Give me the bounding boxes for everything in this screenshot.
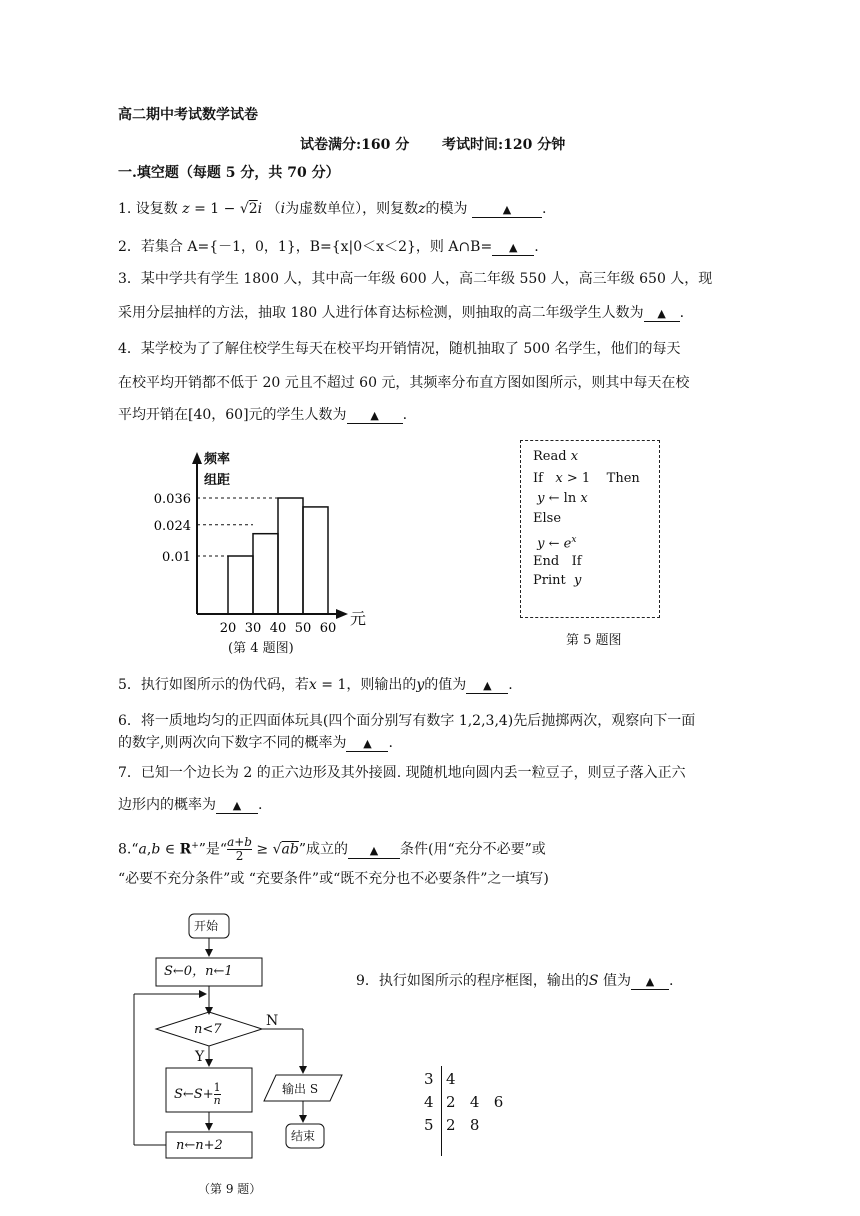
leaves: 2 4 6 (446, 1093, 504, 1111)
question-6-line1: 6．将一质地均匀的正四面体玩具(四个面分别写有数字 1,2,3,4)先后抛掷两次，观察向下一面 (118, 713, 696, 729)
code-line-read: Read x (533, 449, 579, 464)
code-line-if: If x > 1 Then (533, 471, 640, 486)
stem: 5 (424, 1116, 434, 1134)
answer-blank[interactable]: ▲ (348, 844, 400, 859)
x-tick-label: 50 (294, 621, 312, 636)
x-tick-label: 60 (319, 621, 337, 636)
code-line-end: End If (533, 554, 582, 569)
question-4-line1: 4．某学校为了了解住校学生每天在校平均开销情况，随机抽取了 500 名学生，他们的每天 (118, 341, 681, 357)
question-2: 2．若集合 A={－1，0，1}，B={x|0＜x＜2}，则 A∩B= ▲ . (118, 239, 539, 255)
code-line-else: Else (533, 511, 562, 526)
question-5: 5．执行如图所示的伪代码，若x = 1，则输出的y的值为 ▲ . (118, 677, 513, 693)
stem-leaf-divider (441, 1066, 442, 1156)
no-label: N (266, 1013, 279, 1029)
start-label: 开始 (194, 919, 219, 933)
question-3-line2: 采用分层抽样的方法，抽取 180 人进行体育达标检测，则抽取的高二年级学生人数为 ▲ . (118, 305, 685, 321)
y-tick-label: 0.024 (153, 518, 191, 534)
question-6-line2: 的数字,则两次向下数字不同的概率为 ▲ . (118, 735, 393, 751)
section-heading: 一.填空题（每题 5 分，共 70 分） (118, 165, 340, 181)
answer-blank[interactable]: ▲ (216, 799, 258, 814)
question-8-line1: 8.“a,b ∈ R+”是“ $\frac{a+b}{2}$ ≥ √ab”成立的 ▲ 条件(用“充分不必要”或 (118, 835, 546, 863)
question-4-line3: 平均开销在[40，60]元的学生人数为 ▲ . (118, 407, 408, 423)
stem: 4 (424, 1093, 434, 1111)
answer-blank[interactable]: ▲ (472, 203, 542, 218)
question-4-line2: 在校平均开销都不低于 20 元且不超过 60 元，其频率分布直方图如图所示，则其中每天在校 (118, 375, 690, 391)
y-tick-label: 0.01 (162, 550, 191, 565)
figure-9-caption: （第 9 题） (198, 1182, 262, 1196)
answer-blank[interactable]: ▲ (644, 307, 680, 322)
question-1: 1. 设复数 z = 1 − √2i （i为虚数单位），则复数z的模为 ▲ . (118, 201, 547, 217)
code-line-exp: y ← $e^x$ (537, 535, 577, 552)
end-label: 结束 (291, 1129, 316, 1143)
exam-time: 考试时间:120 分钟 (442, 137, 566, 153)
condition-label: n<7 (194, 1022, 222, 1037)
question-7-line1: 7．已知一个边长为 2 的正六边形及其外接圆. 现随机地向圆内丢一粒豆子，则豆子落入正六 (118, 765, 686, 781)
y-tick-label: 0.036 (153, 492, 191, 507)
question-7-line2: 边形内的概率为 ▲ . (118, 797, 263, 813)
question-9: 9．执行如图所示的程序框图，输出的S 值为 ▲ . (356, 973, 674, 989)
question-3-line1: 3．某中学共有学生 1800 人，其中高一年级 600 人，高二年级 550 人，高三年级 650 人，现 (118, 271, 713, 287)
question-8-line2: “必要不充分条件”或 “充要条件”或“既不充分也不必要条件”之一填写) (118, 871, 549, 887)
answer-blank[interactable]: ▲ (492, 241, 534, 256)
init-label: S←0，n←1 (164, 964, 233, 979)
leaves: 4 (446, 1070, 456, 1088)
x-tick-label: 20 (219, 621, 237, 636)
answer-blank[interactable]: ▲ (631, 975, 669, 990)
y-label-top: 频率 (204, 452, 231, 467)
x-unit-label: 元 (350, 609, 367, 628)
update-s-label: S←S+ $\frac{1}{n}$ (174, 1081, 221, 1107)
answer-blank[interactable]: ▲ (466, 679, 508, 694)
paper-title: 高二期中考试数学试卷 (118, 107, 258, 123)
code-line-print: Print y (533, 573, 582, 588)
figure-4-caption: (第 4 题图) (228, 641, 294, 656)
x-tick-label: 30 (244, 621, 262, 636)
stem: 3 (424, 1070, 434, 1088)
leaves: 2 8 (446, 1116, 480, 1134)
answer-blank[interactable]: ▲ (347, 409, 403, 424)
yes-label: Y (195, 1049, 205, 1065)
x-tick-label: 40 (269, 621, 287, 636)
answer-blank[interactable]: ▲ (346, 737, 388, 752)
figure-5-caption: 第 5 题图 (566, 633, 622, 648)
update-n-label: n←n+2 (176, 1138, 223, 1153)
y-label-bottom: 组距 (204, 473, 231, 488)
output-label: 输出 S (282, 1082, 319, 1096)
code-line-ln: y ← ln x (537, 491, 588, 506)
full-score: 试卷满分:160 分 (300, 137, 410, 153)
